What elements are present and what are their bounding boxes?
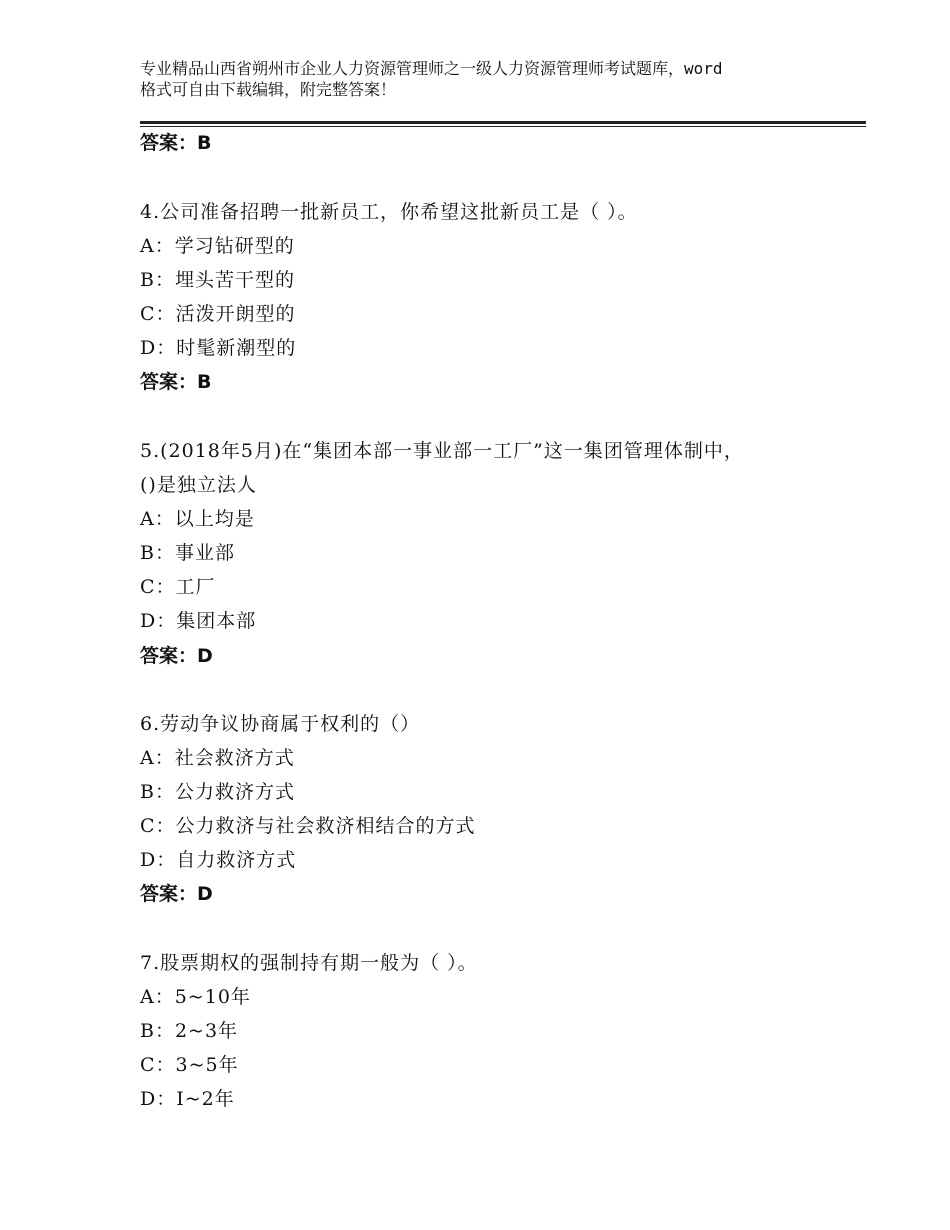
- header-line-2: 格式可自由下载编辑，附完整答案！: [140, 80, 397, 99]
- question-7-option-b: B：2~3年: [140, 1020, 239, 1042]
- question-4-stem: 4.公司准备招聘一批新员工，你希望这批新员工是（ ）。: [140, 201, 638, 223]
- question-6-answer: 答案：D: [140, 883, 213, 905]
- question-7-stem: 7.股票期权的强制持有期一般为（ ）。: [140, 952, 478, 974]
- question-6-stem: 6.劳动争议协商属于权利的（）: [140, 713, 421, 735]
- question-7-option-d: D：I~2年: [140, 1088, 235, 1110]
- previous-answer: 答案：B: [140, 132, 212, 154]
- question-6-option-c: C：公力救济与社会救济相结合的方式: [140, 815, 476, 837]
- header-divider-thick: [140, 121, 866, 124]
- question-6-option-b: B：公力救济方式: [140, 781, 295, 803]
- question-7-option-a: A：5~10年: [140, 986, 251, 1008]
- document-header: [140, 58, 840, 100]
- question-4-option-a: A：学习钻研型的: [140, 235, 295, 257]
- question-5-option-a: A：以上均是: [140, 508, 255, 530]
- question-5-option-c: C：工厂: [140, 576, 216, 598]
- question-5-answer: 答案：D: [140, 645, 213, 667]
- question-5-stem-cont: ()是独立法人: [140, 474, 257, 496]
- question-5-option-d: D：集团本部: [140, 610, 257, 632]
- header-divider-thin: [140, 126, 866, 127]
- question-4-option-c: C：活泼开朗型的: [140, 303, 296, 325]
- question-6-option-a: A：社会救济方式: [140, 747, 295, 769]
- question-4-answer: 答案：B: [140, 371, 212, 393]
- question-4-option-b: B：埋头苦干型的: [140, 269, 295, 291]
- question-6-option-d: D：自力救济方式: [140, 849, 297, 871]
- question-5-option-b: B：事业部: [140, 542, 235, 564]
- header-line-1: 专业精品山西省朔州市企业人力资源管理师之一级人力资源管理师考试题库，word: [140, 59, 723, 78]
- question-4-option-d: D：时髦新潮型的: [140, 337, 297, 359]
- question-7-option-c: C：3~5年: [140, 1054, 239, 1076]
- question-5-stem: 5.(2018年5月)在“集团本部一事业部一工厂”这一集团管理体制中，: [140, 440, 744, 462]
